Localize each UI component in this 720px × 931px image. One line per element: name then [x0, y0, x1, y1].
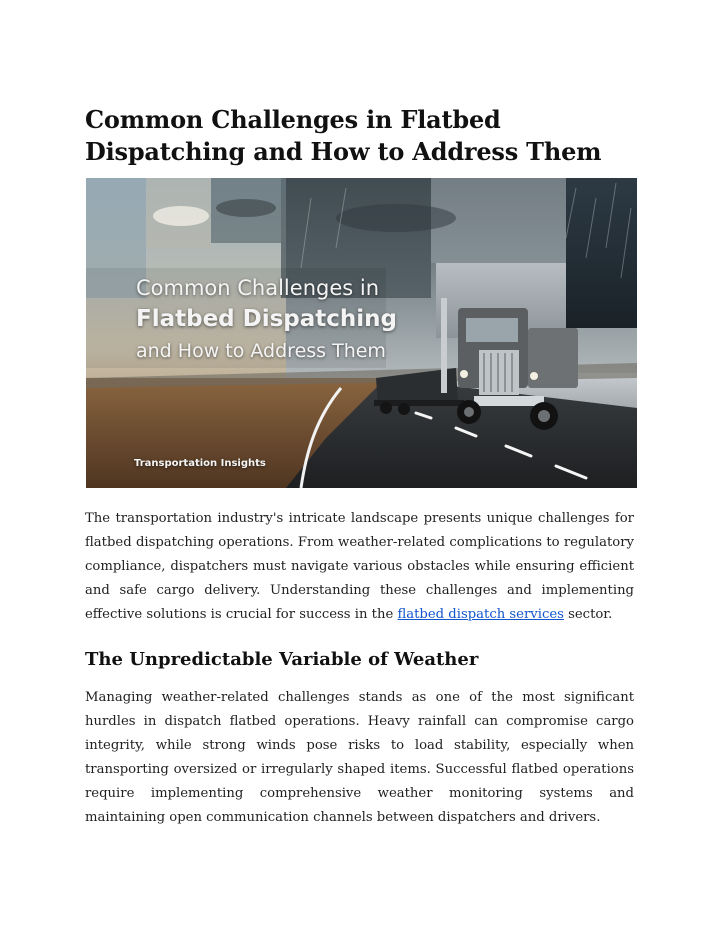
hero-overlay-line2: Flatbed Dispatching — [136, 306, 398, 332]
flatbed-dispatch-services-link[interactable]: flatbed dispatch services — [397, 607, 564, 622]
weather-paragraph: Managing weather-related challenges stands as one of the most significant hurdles in dispatch flatbed operations. Heavy rainfall can compromise cargo integrity, while strong winds pose risks to load stability, especially when transporting oversized or irregularly shaped items. Successful flatbed operations require implementing comprehensive weather monitoring systems and maintaining open communication channels between dispatchers and drivers. — [85, 690, 634, 825]
page-title: Common Challenges in Flatbed Dispatching and How to Address Them — [85, 105, 602, 166]
hero-brand-label: Transportation Insights — [134, 458, 266, 469]
hero-image — [86, 178, 637, 488]
truck-road-illustration — [86, 178, 637, 488]
section-heading-weather: The Unpredictable Variable of Weather — [85, 649, 479, 670]
hero-overlay-line3: and How to Address Them — [136, 340, 386, 362]
intro-paragraph — [85, 507, 634, 627]
intro-text-after-link: sector. — [563, 607, 613, 622]
hero-overlay-line1: Common Challenges in — [136, 276, 380, 300]
intro-text-before-link: The transportation industry's intricate landscape presents unique challenges for flatbed dispatching operations. From weather-related complications to regulatory compliance, dispatchers must navigate various obstacles while ensuring efficient and safe cargo delivery. Understanding these challenges and implementing effective solutions is crucial for success in the — [85, 511, 634, 622]
